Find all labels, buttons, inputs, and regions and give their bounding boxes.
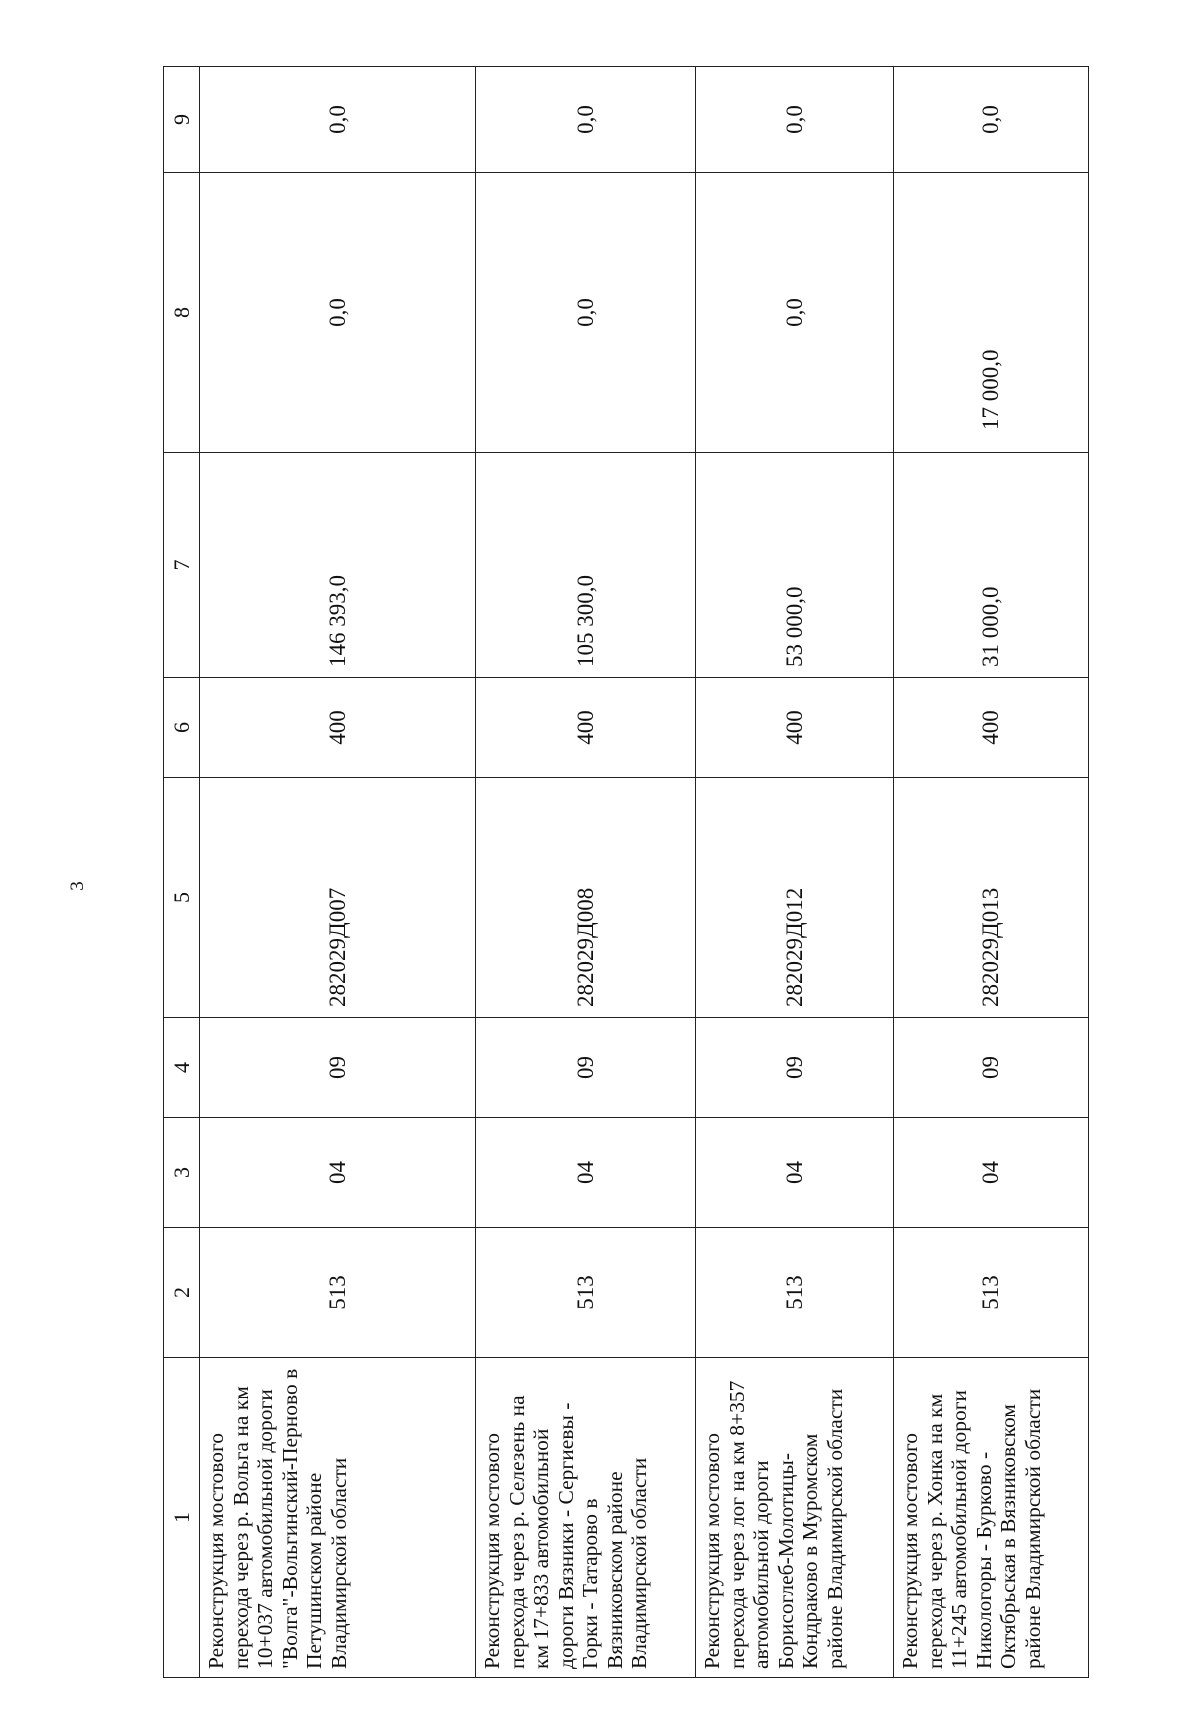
cell-col-7: 31 000,0 (894, 453, 1089, 678)
cell-col-2: 513 (696, 1228, 894, 1358)
cell-col-9: 0,0 (894, 67, 1089, 173)
cell-col-4: 09 (200, 1018, 476, 1118)
object-name: Реконструкция мостового перехода через р. Вольга на км 10+037 автомобильной дороги "Волга"-Вольгинский-Перново в Петушинском районе Владимирской области (200, 1358, 476, 1678)
cell-col-3: 04 (200, 1118, 476, 1228)
cell-col-3: 04 (696, 1118, 894, 1228)
header-row (164, 67, 200, 1678)
cell-col-2: 513 (200, 1228, 476, 1358)
cell-col-8: 0,0 (476, 173, 696, 453)
cell-col-2: 513 (476, 1228, 696, 1358)
table-row (200, 67, 476, 1678)
cell-col-4: 09 (894, 1018, 1089, 1118)
object-name: Реконструкция мостового перехода через р. Хонка на км 11+245 автомобильной дороги Никологоры - Бурково - Октябрьская в Вязниковском районе Владимирской области (894, 1358, 1089, 1678)
cell-col-9: 0,0 (476, 67, 696, 173)
cell-col-8: 0,0 (696, 173, 894, 453)
cell-col-6: 400 (696, 678, 894, 778)
cell-col-6: 400 (200, 678, 476, 778)
object-name: Реконструкция мостового перехода через лог на км 8+357 автомобильной дороги Борисоглеб-Молотицы-Кондраково в Муромском районе Владимирской области (696, 1358, 894, 1678)
header-col-3: 3 (164, 1118, 200, 1228)
cell-col-5: 282029Д012 (696, 778, 894, 1018)
cell-col-3: 04 (894, 1118, 1089, 1228)
cell-col-7: 53 000,0 (696, 453, 894, 678)
header-col-9: 9 (164, 67, 200, 173)
cell-col-7: 105 300,0 (476, 453, 696, 678)
cell-col-8: 0,0 (200, 173, 476, 453)
object-name: Реконструкция мостового перехода через р. Селезень на км 17+833 автомобильной дороги Вязники - Сергиевы - Горки - Татарово в Вязниковском районе Владимирской области (476, 1358, 696, 1678)
cell-col-2: 513 (894, 1228, 1089, 1358)
header-col-7: 7 (164, 453, 200, 678)
cell-col-6: 400 (894, 678, 1089, 778)
table-row (476, 67, 696, 1678)
cell-col-5: 282029Д008 (476, 778, 696, 1018)
header-col-2: 2 (164, 1228, 200, 1358)
header-col-4: 4 (164, 1018, 200, 1118)
budget-table (163, 66, 1089, 1678)
cell-col-5: 282029Д013 (894, 778, 1089, 1018)
rotated-table-container (163, 67, 1087, 1678)
page-number: 3 (67, 881, 88, 891)
table-row (696, 67, 894, 1678)
cell-col-5: 282029Д007 (200, 778, 476, 1018)
cell-col-6: 400 (476, 678, 696, 778)
cell-col-9: 0,0 (200, 67, 476, 173)
header-col-6: 6 (164, 678, 200, 778)
header-col-8: 8 (164, 173, 200, 453)
table-row (894, 67, 1089, 1678)
cell-col-7: 146 393,0 (200, 453, 476, 678)
cell-col-4: 09 (696, 1018, 894, 1118)
cell-col-3: 04 (476, 1118, 696, 1228)
cell-col-9: 0,0 (696, 67, 894, 173)
cell-col-4: 09 (476, 1018, 696, 1118)
header-col-5: 5 (164, 778, 200, 1018)
header-col-1: 1 (164, 1358, 200, 1678)
cell-col-8: 17 000,0 (894, 173, 1089, 453)
